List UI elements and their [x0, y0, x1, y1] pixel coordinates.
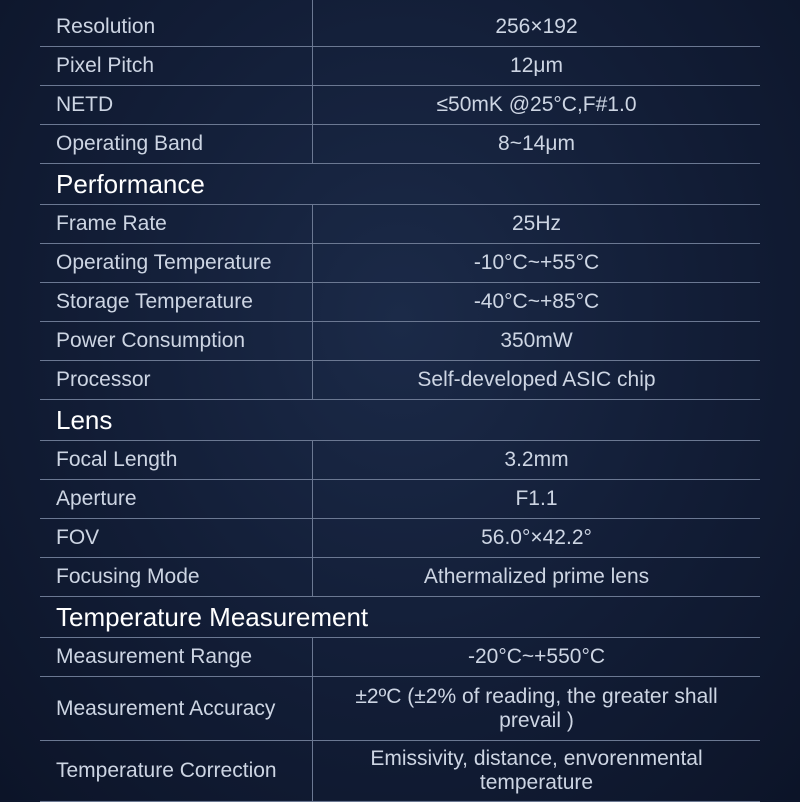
- section-title-temperature-measurement: Temperature Measurement: [40, 597, 760, 638]
- table-top-edge: [40, 0, 760, 8]
- row-storage-temperature: [40, 283, 760, 322]
- row-pixel-pitch: [40, 47, 760, 86]
- row-power-consumption: [40, 322, 760, 361]
- row-operating-temperature: [40, 244, 760, 283]
- row-fov: [40, 519, 760, 558]
- row-value: 8~14μm: [498, 132, 575, 155]
- row-netd: [40, 86, 760, 125]
- row-value: -10°C~+55°C: [473, 251, 600, 274]
- row-label: Operating Temperature: [40, 244, 313, 282]
- row-focal-length: [40, 441, 760, 480]
- row-aperture: [40, 480, 760, 519]
- row-value: 25Hz: [511, 212, 562, 235]
- section-title-performance: Performance: [40, 164, 760, 205]
- row-label: Pixel Pitch: [40, 47, 313, 85]
- row-label: FOV: [40, 519, 313, 557]
- row-value: F1.1: [515, 487, 558, 510]
- row-processor: [40, 361, 760, 400]
- row-value: ±2ºC (±2% of reading, the greater shall prevail ): [355, 684, 718, 732]
- row-measurement-accuracy: [40, 677, 760, 741]
- row-label: Temperature Correction: [40, 741, 313, 801]
- row-value: 12μm: [510, 54, 563, 77]
- row-label: Frame Rate: [40, 205, 313, 243]
- row-value: 56.0°×42.2°: [481, 526, 592, 549]
- row-value: 3.2mm: [504, 448, 569, 471]
- row-value: Emissivity, distance, envorenmental temperature: [370, 747, 703, 794]
- row-frame-rate: [40, 205, 760, 244]
- row-label: NETD: [40, 86, 313, 124]
- row-operating-band: [40, 125, 760, 164]
- row-label: Storage Temperature: [40, 283, 313, 321]
- row-label: Processor: [40, 361, 313, 399]
- row-resolution: [40, 8, 760, 47]
- row-value: Self-developed ASIC chip: [417, 368, 656, 391]
- row-label: Focusing Mode: [40, 558, 313, 596]
- row-label: Measurement Range: [40, 638, 313, 676]
- row-value: 350mW: [500, 329, 573, 352]
- row-focusing-mode: [40, 558, 760, 597]
- row-label: Focal Length: [40, 441, 313, 479]
- spec-table: [40, 0, 760, 802]
- row-label: Aperture: [40, 480, 313, 518]
- row-value: 256×192: [495, 15, 578, 38]
- row-label: Power Consumption: [40, 322, 313, 360]
- row-measurement-range: [40, 638, 760, 677]
- row-value: Athermalized prime lens: [423, 565, 650, 588]
- row-value: ≤50mK @25°C,F#1.0: [436, 93, 637, 116]
- row-label: Operating Band: [40, 125, 313, 163]
- row-temperature-correction: [40, 741, 760, 802]
- row-value: -20°C~+550°C: [467, 645, 606, 668]
- row-label: Resolution: [40, 8, 313, 46]
- row-label: Measurement Accuracy: [40, 677, 313, 740]
- section-title-lens: Lens: [40, 400, 760, 441]
- row-value: -40°C~+85°C: [473, 290, 600, 313]
